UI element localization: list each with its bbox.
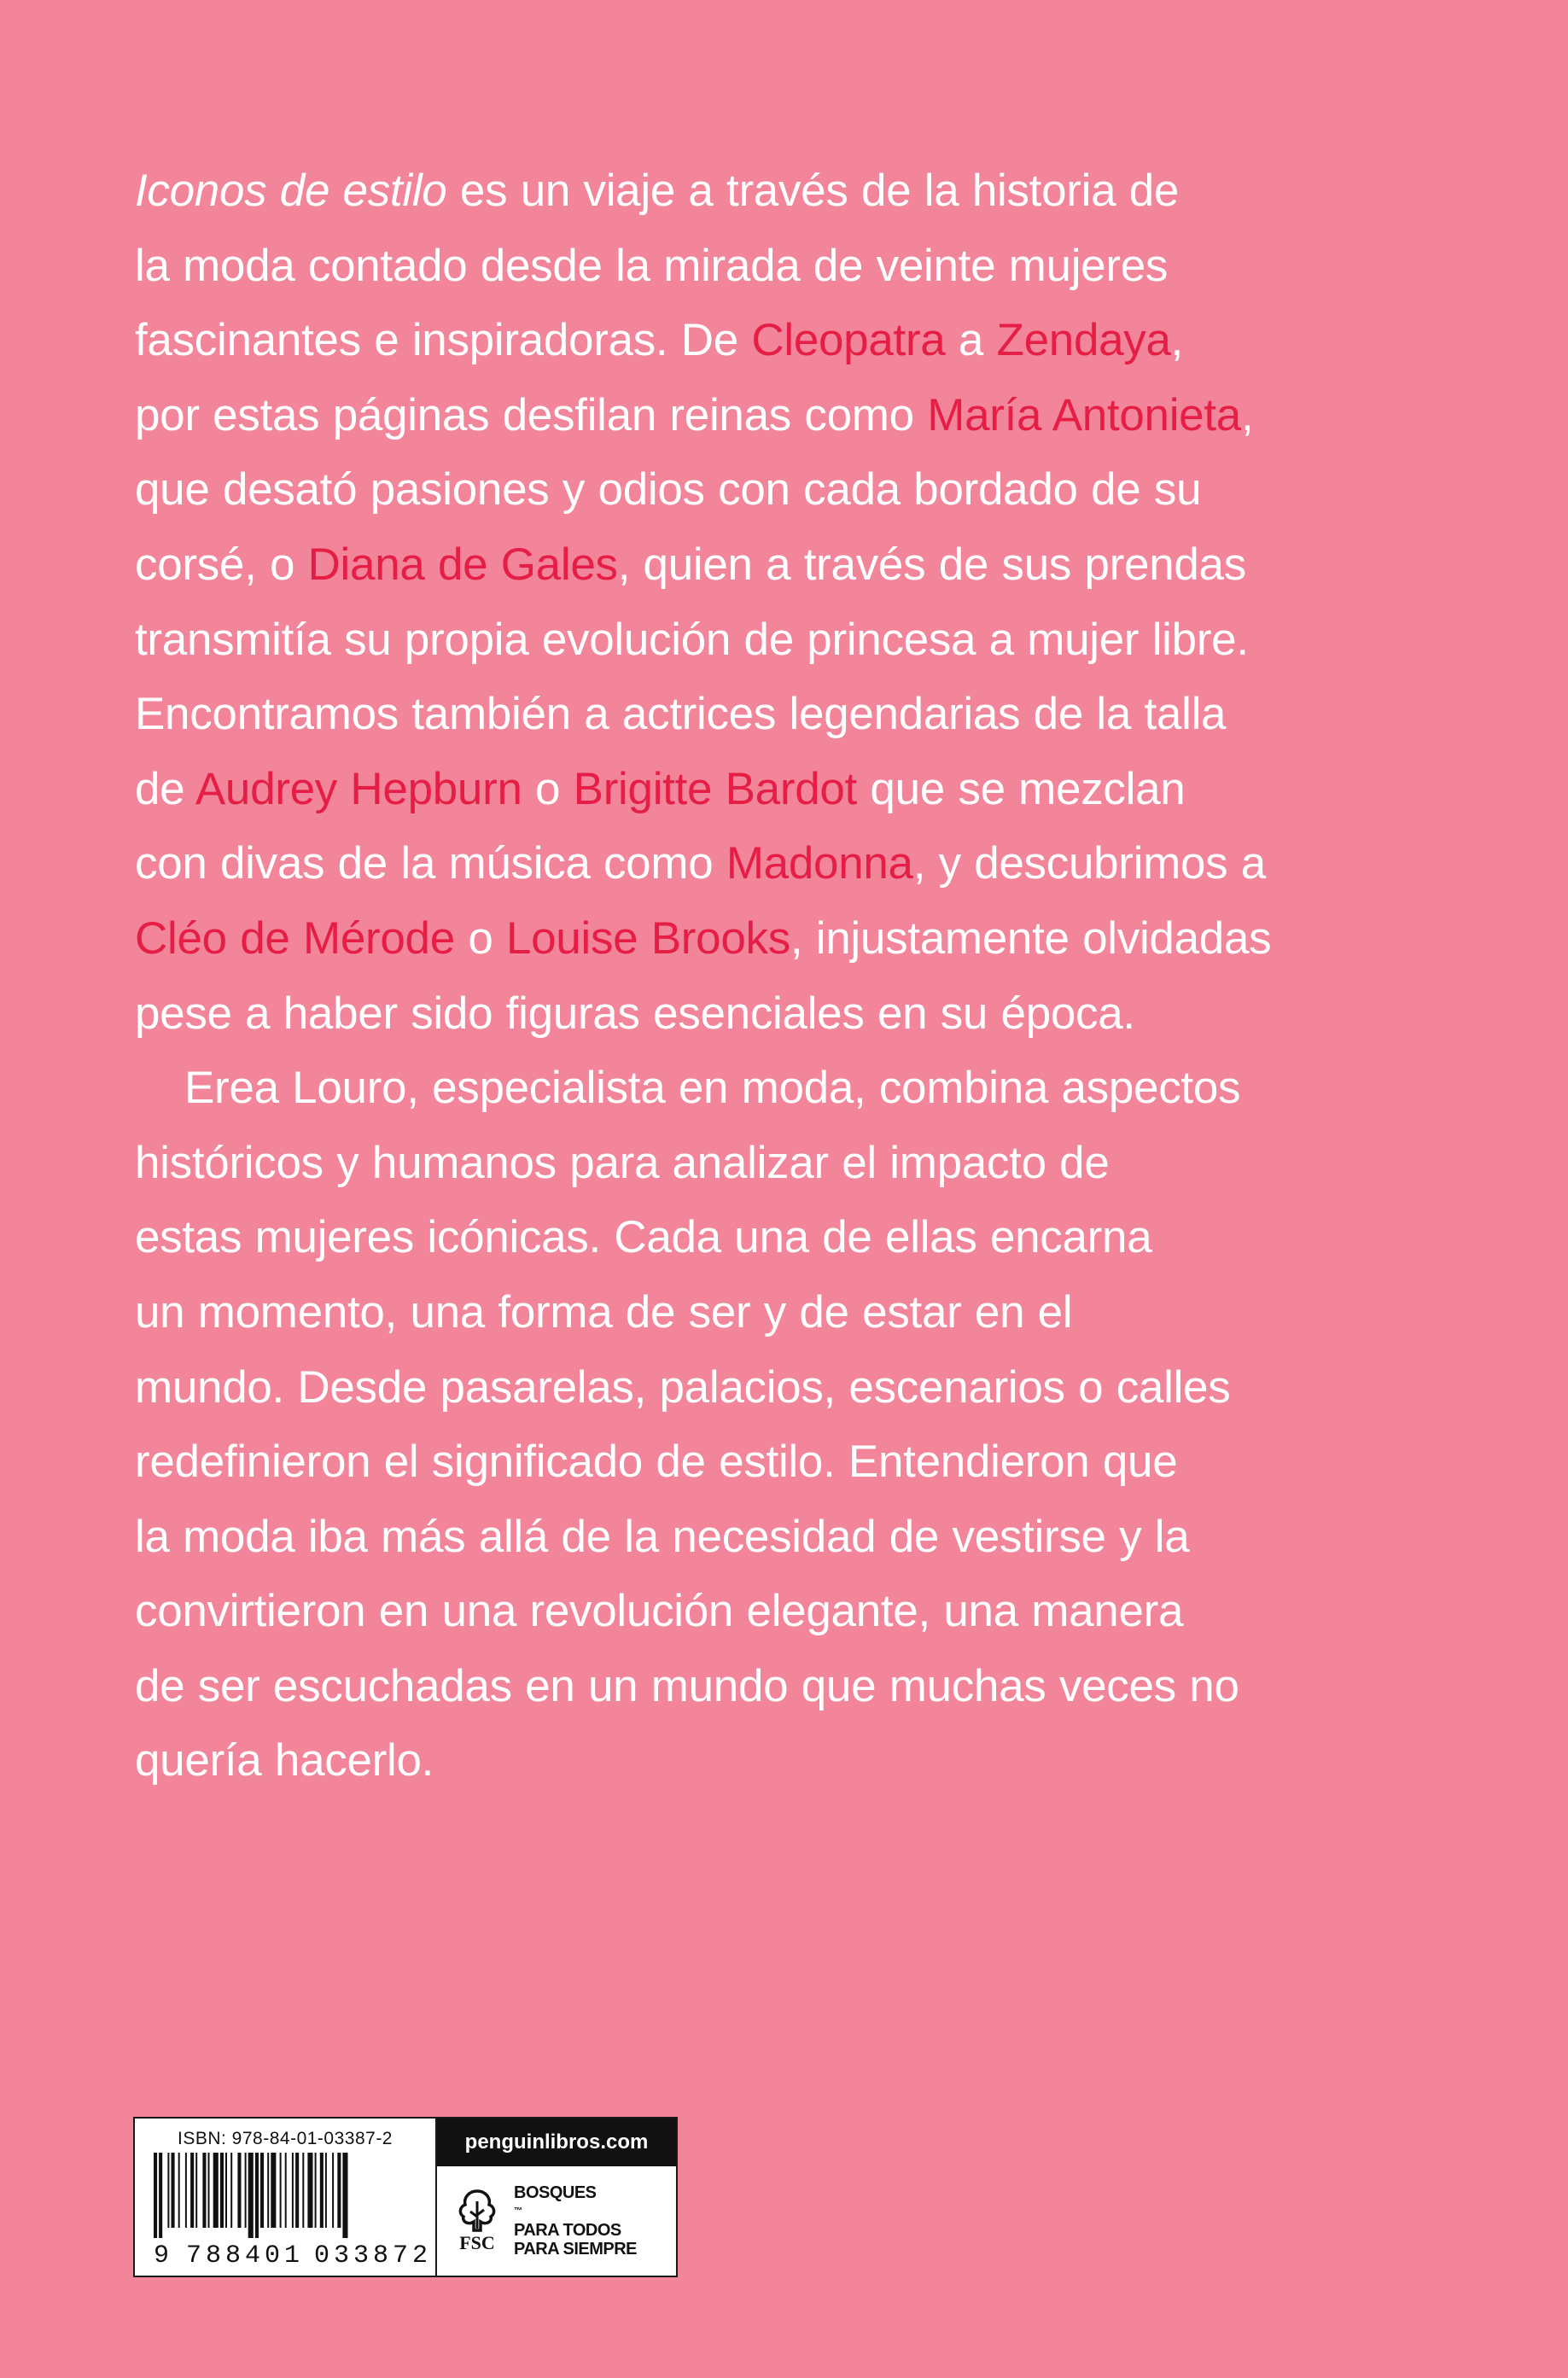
blurb-line: Erea Louro, especialista en moda, combina aspectos [184, 1063, 1241, 1114]
blurb-line: estas mujeres icónicas. Cada una de ellas encarna [135, 1212, 1152, 1263]
barcode-bar [295, 2153, 299, 2228]
name-madonna: Madonna [726, 838, 913, 889]
legal-block [133, 2117, 678, 2277]
blurb-line: la moda iba más allá de la necesidad de vestirse y la [135, 1511, 1190, 1562]
ean-right-group: 033872 [314, 2241, 433, 2270]
name-brigitte-bardot: Brigitte Bardot [573, 763, 857, 814]
name-zendaya: Zendaya [996, 315, 1171, 366]
barcode-bar [292, 2153, 294, 2228]
fsc-logo [451, 2188, 504, 2254]
blurb-line: Iconos de estilo es un viaje a través de la historia de [135, 166, 1180, 216]
fsc-label: FSC [459, 2232, 495, 2253]
barcode-bar [337, 2153, 341, 2228]
barcode-bar [195, 2153, 197, 2228]
barcode-bar [302, 2153, 304, 2228]
name-cleo-de-merode: Cléo de Mérode [135, 912, 455, 964]
barcode-bar [202, 2153, 206, 2228]
barcode-bar [267, 2153, 269, 2228]
barcode-bar [220, 2153, 224, 2228]
barcode-bar [154, 2153, 157, 2238]
barcode-bar [167, 2153, 169, 2228]
barcode-bar [342, 2153, 347, 2238]
barcode-bar [230, 2153, 232, 2228]
ean-digits [135, 2241, 435, 2270]
name-maria-antonieta: María Antonieta [927, 389, 1241, 440]
barcode-bar [255, 2153, 259, 2238]
blurb-line: con divas de la música como Madonna, y descubrimos a [135, 838, 1266, 889]
blurb-line: un momento, una forma de ser y de estar en el [135, 1286, 1073, 1338]
barcode-bar [190, 2153, 194, 2228]
ean-left-group: 788401 [186, 2241, 305, 2270]
blurb-line: de ser escuchadas en un mundo que muchas veces no [135, 1660, 1239, 1711]
barcode-bar [178, 2153, 180, 2228]
blurb-line: la moda contado desde la mirada de veinte mujeres [135, 240, 1169, 291]
book-title: Iconos de estilo [135, 166, 447, 216]
name-audrey-hepburn: Audrey Hepburn [195, 763, 522, 814]
fsc-slogan: BOSQUES ™ PARA TODOS PARA SIEMPRE [514, 2183, 638, 2259]
blurb-line: redefinieron el significado de estilo. Entendieron que [135, 1437, 1178, 1488]
blurb-line: Encontramos también a actrices legendarias de la talla [135, 689, 1227, 740]
blurb-line: mundo. Desde pasarelas, palacios, escenarios o calles [135, 1361, 1231, 1413]
fsc-tree-icon [453, 2188, 501, 2234]
publisher-box [437, 2119, 676, 2276]
blurb-line: quería hacerlo. [135, 1735, 434, 1786]
isbn-label: ISBN: 978-84-01-03387-2 [178, 2129, 393, 2148]
name-louise-brooks: Louise Brooks [505, 912, 790, 964]
blurb-line: fascinantes e inspiradoras. De Cleopatra a Zendaya, [135, 315, 1184, 366]
barcode-bar [213, 2153, 219, 2228]
barcode-bar [307, 2153, 312, 2228]
barcode-bar [325, 2153, 327, 2228]
blurb-paragraph-1 [135, 154, 1381, 1051]
blurb-line: por estas páginas desfilan reinas como María Antonieta, [135, 389, 1254, 440]
barcode-bar [245, 2153, 247, 2228]
barcode-bar [285, 2153, 287, 2228]
barcode-bar [248, 2153, 254, 2238]
ean-first-digit: 9 [154, 2241, 170, 2270]
barcode-bar [225, 2153, 227, 2228]
blurb-line: pese a haber sido figuras esenciales en su época. [135, 988, 1135, 1039]
blurb-line: de Audrey Hepburn o Brigitte Bardot que se mezclan [135, 763, 1186, 814]
barcode-bar [172, 2153, 175, 2228]
barcode-box [135, 2119, 437, 2276]
blurb-line: Cléo de Mérode o Louise Brooks, injustamente olvidadas [135, 912, 1272, 964]
barcode-bar [185, 2153, 187, 2228]
barcode-bar [208, 2153, 210, 2228]
barcode-bar [159, 2153, 162, 2238]
barcode-bar [237, 2153, 241, 2228]
barcode-icon [154, 2153, 418, 2238]
blurb-line: corsé, o Diana de Gales, quien a través de sus prendas [135, 539, 1246, 590]
blurb-line: históricos y humanos para analizar el impacto de [135, 1137, 1110, 1188]
barcode-bar [320, 2153, 324, 2228]
barcode-bar [280, 2153, 282, 2228]
back-cover-blurb [135, 154, 1381, 1798]
website-label: penguinlibros.com [437, 2119, 676, 2166]
barcode-bar [332, 2153, 334, 2228]
blurb-line: transmitía su propia evolución de princesa a mujer libre. [135, 614, 1249, 665]
name-cleopatra: Cleopatra [751, 315, 946, 366]
barcode-bar [315, 2153, 317, 2228]
fsc-certification [437, 2166, 676, 2276]
blurb-line: convirtieron en una revolución elegante, una manera [135, 1586, 1184, 1637]
blurb-paragraph-2 [135, 1051, 1381, 1798]
barcode-bar [271, 2153, 276, 2228]
blurb-line: que desató pasiones y odios con cada bordado de su [135, 464, 1202, 516]
name-diana-de-gales: Diana de Gales [307, 539, 618, 590]
barcode-bar [260, 2153, 264, 2228]
